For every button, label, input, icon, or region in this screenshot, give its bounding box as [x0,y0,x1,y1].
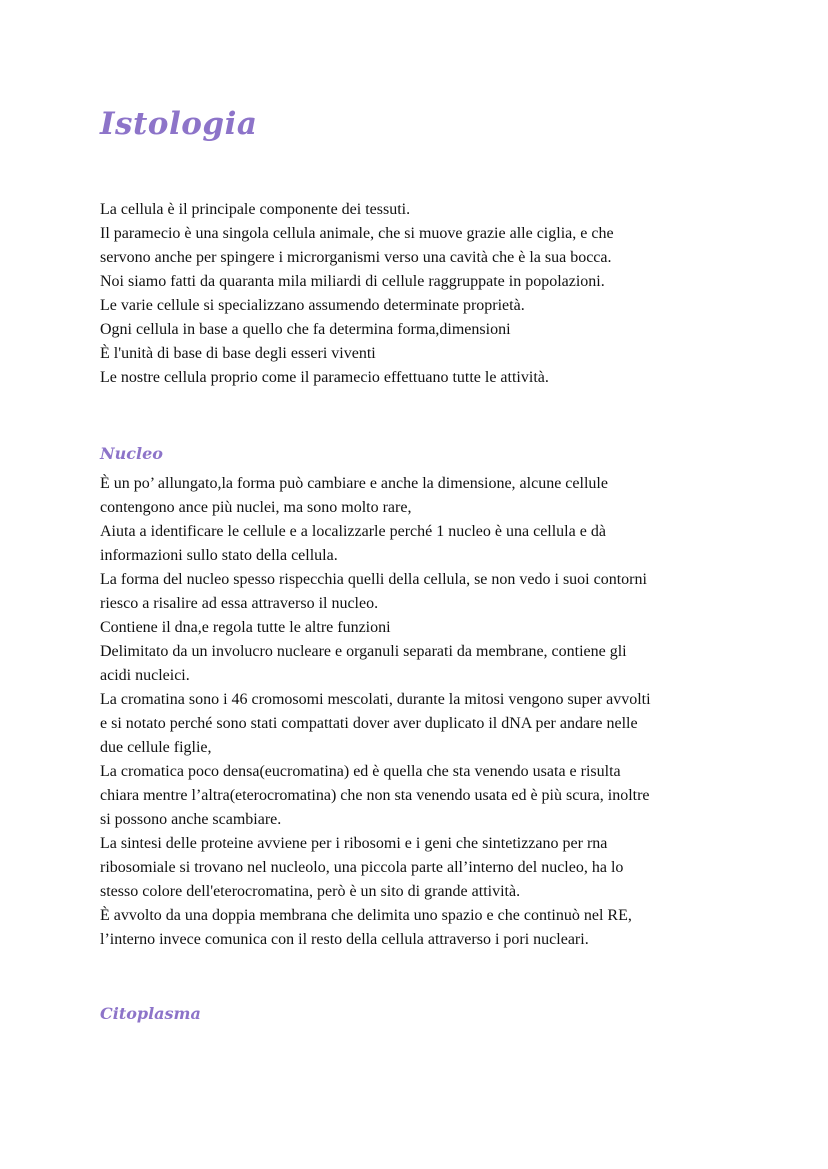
text-line: Ogni cellula in base a quello che fa determina forma,dimensioni [100,321,511,338]
text-line: La cromatica poco densa(eucromatina) ed è quella che sta venendo usata e risulta [100,763,621,780]
text-line: si possono anche scambiare. [100,811,282,828]
text-line: ribosomiale si trovano nel nucleolo, una piccola parte all’interno del nucleo, ha lo [100,859,624,876]
text-line: È l'unità di base di base degli esseri viventi [100,345,376,362]
text-line: La cromatina sono i 46 cromosomi mescolati, durante la mitosi vengono super avvolti [100,691,651,708]
text-line: e si notato perché sono stati compattati dover aver duplicato il dNA per andare nelle [100,715,638,732]
text-line: Il paramecio è una singola cellula animale, che si muove grazie alle ciglia, e che [100,225,614,242]
text-line: La cellula è il principale componente dei tessuti. [100,201,411,218]
nucleo-paragraph [100,472,740,952]
text-line: due cellule figlie, [100,739,212,756]
intro-paragraph [100,198,740,390]
text-line: Le varie cellule si specializzano assumendo determinate proprietà. [100,297,525,314]
text-line: Aiuta a identificare le cellule e a localizzarle perché 1 nucleo è una cellula e dà [100,523,606,540]
text-line: La forma del nucleo spesso rispecchia quelli della cellula, se non vedo i suoi contorni [100,571,647,588]
text-line: acidi nucleici. [100,667,190,684]
text-line: riesco a risalire ad essa attraverso il nucleo. [100,595,379,612]
text-line: Contiene il dna,e regola tutte le altre funzioni [100,619,391,636]
section-heading-citoplasma: Citoplasma [100,1004,201,1023]
text-line: Noi siamo fatti da quaranta mila miliardi di cellule raggruppate in popolazioni. [100,273,605,290]
text-line: La sintesi delle proteine avviene per i ribosomi e i geni che sintetizzano per rna [100,835,608,852]
page-title: Istologia [100,106,258,142]
text-line: stesso colore dell'eterocromatina, però è un sito di grande attività. [100,883,521,900]
section-heading-nucleo: Nucleo [100,444,163,463]
text-line: È avvolto da una doppia membrana che delimita uno spazio e che continuò nel RE, [100,907,632,924]
text-line: contengono ance più nuclei, ma sono molto rare, [100,499,412,516]
text-line: chiara mentre l’altra(eterocromatina) che non sta venendo usata ed è più scura, inoltre [100,787,650,804]
text-line: Delimitato da un involucro nucleare e organuli separati da membrane, contiene gli [100,643,627,660]
text-line: servono anche per spingere i microrganismi verso una cavità che è la sua bocca. [100,249,612,266]
text-line: Le nostre cellula proprio come il paramecio effettuano tutte le attività. [100,369,549,386]
text-line: informazioni sullo stato della cellula. [100,547,338,564]
text-line: È un po’ allungato,la forma può cambiare e anche la dimensione, alcune cellule [100,475,608,492]
text-line: l’interno invece comunica con il resto della cellula attraverso i pori nucleari. [100,931,589,948]
